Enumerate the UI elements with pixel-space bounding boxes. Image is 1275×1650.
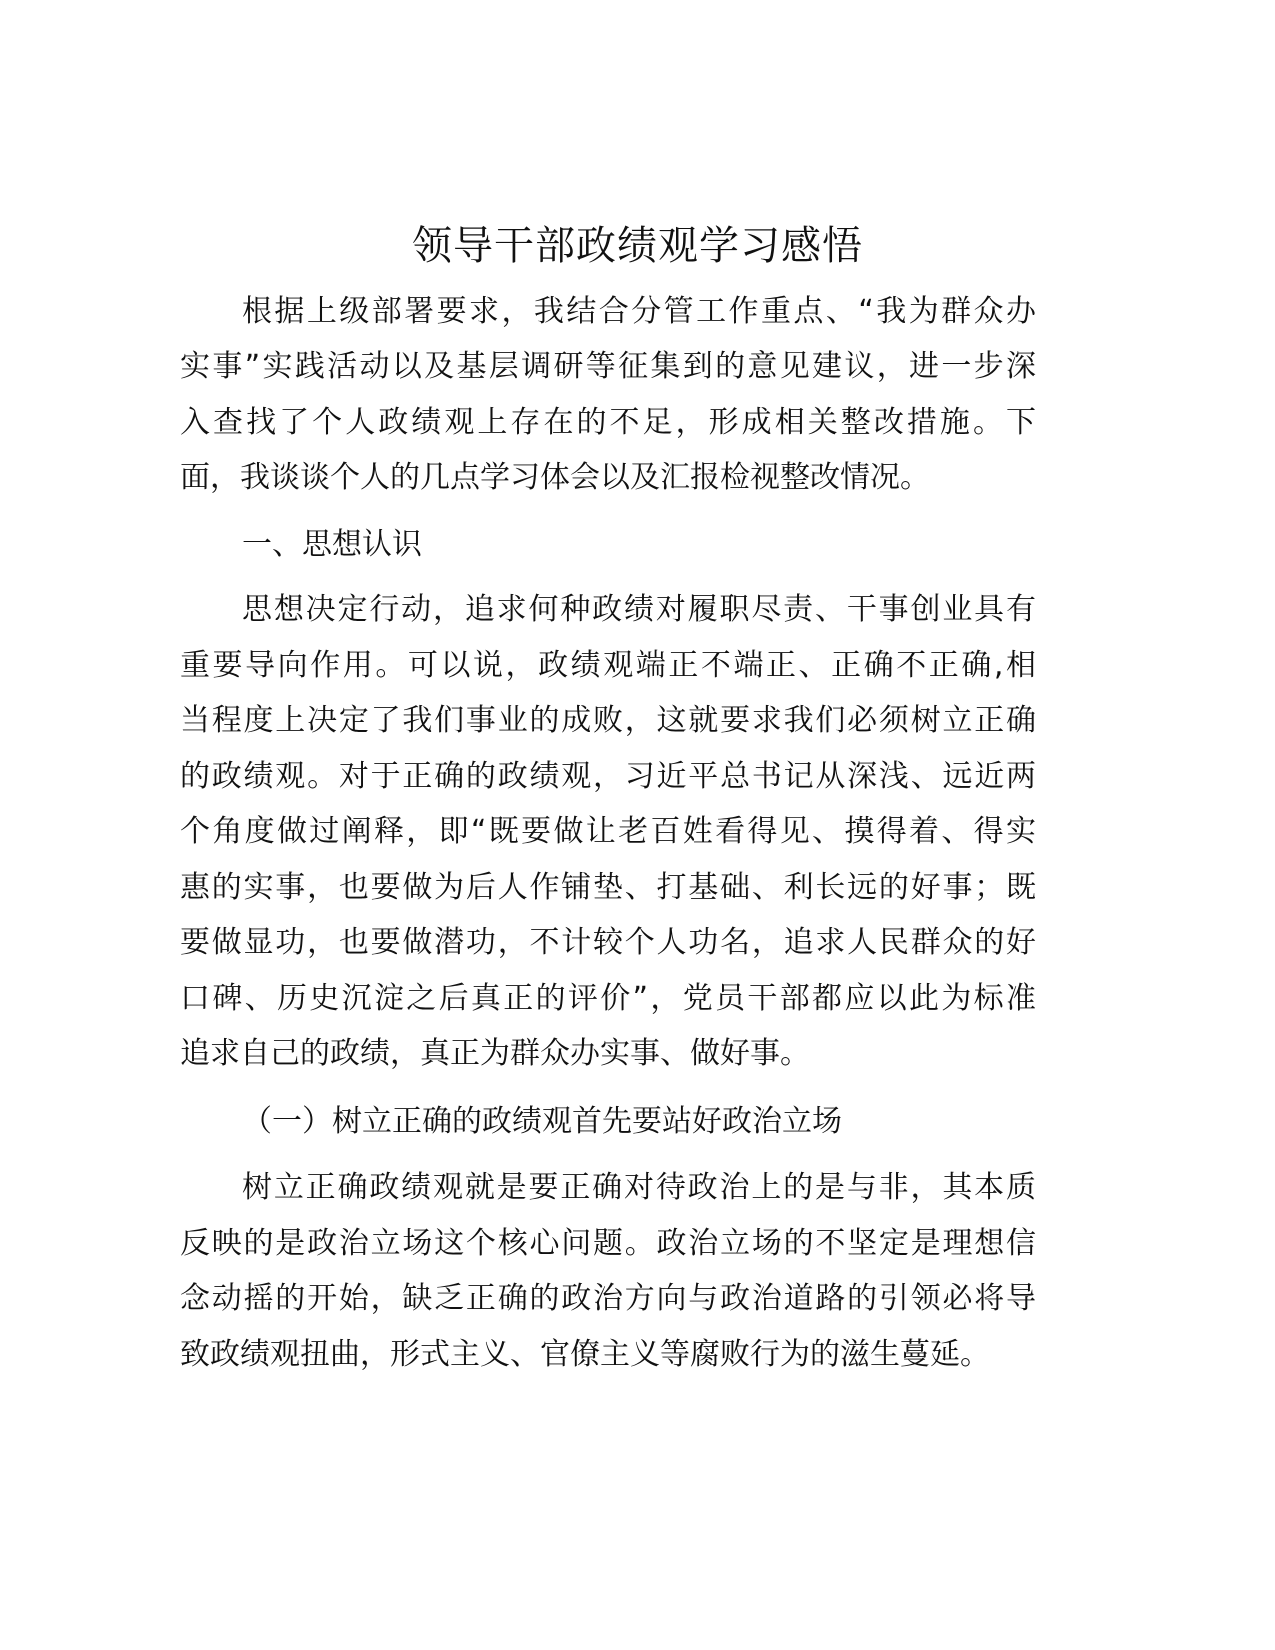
paragraph-line: 入查找了个人政绩观上存在的不足，形成相关整改措施。下 bbox=[180, 405, 1036, 440]
document-title: 领导干部政绩观学习感悟 bbox=[412, 223, 863, 269]
paragraph-line: 惠的实事，也要做为后人作铺垫、打基础、利长远的好事；既 bbox=[180, 870, 1036, 905]
paragraph-line: 个角度做过阐释，即“既要做让老百姓看得见、摸得着、得实 bbox=[180, 814, 1036, 849]
section-heading: 一、思想认识 bbox=[242, 527, 422, 562]
paragraph-line: 念动摇的开始，缺乏正确的政治方向与政治道路的引领必将导 bbox=[180, 1281, 1036, 1316]
paragraph-line: 追求自己的政绩，真正为群众办实事、做好事。 bbox=[180, 1036, 810, 1071]
paragraph-line: 根据上级部署要求，我结合分管工作重点、“我为群众办 bbox=[242, 294, 1036, 329]
paragraph-line: 实事”实践活动以及基层调研等征集到的意见建议，进一步深 bbox=[180, 349, 1036, 384]
paragraph-line: 当程度上决定了我们事业的成败，这就要求我们必须树立正确 bbox=[180, 703, 1036, 738]
paragraph-line: 重要导向作用。可以说，政绩观端正不端正、正确不正确,相 bbox=[180, 648, 1036, 683]
paragraph-line: 致政绩观扭曲，形式主义、官僚主义等腐败行为的滋生蔓延。 bbox=[180, 1337, 990, 1372]
paragraph-line: 的政绩观。对于正确的政绩观，习近平总书记从深浅、远近两 bbox=[180, 759, 1036, 794]
paragraph-line: 口碑、历史沉淀之后真正的评价”，党员干部都应以此为标准 bbox=[180, 981, 1036, 1016]
paragraph-line: 面，我谈谈个人的几点学习体会以及汇报检视整改情况。 bbox=[180, 460, 930, 495]
paragraph-line: 要做显功，也要做潜功，不计较个人功名，追求人民群众的好 bbox=[180, 925, 1036, 960]
paragraph-line: 思想决定行动，追求何种政绩对履职尽责、干事创业具有 bbox=[242, 592, 1036, 627]
paragraph-line: 反映的是政治立场这个核心问题。政治立场的不坚定是理想信 bbox=[180, 1226, 1036, 1261]
paragraph-line: 树立正确政绩观就是要正确对待政治上的是与非，其本质 bbox=[242, 1170, 1036, 1205]
section-heading: （一）树立正确的政绩观首先要站好政治立场 bbox=[242, 1104, 842, 1139]
